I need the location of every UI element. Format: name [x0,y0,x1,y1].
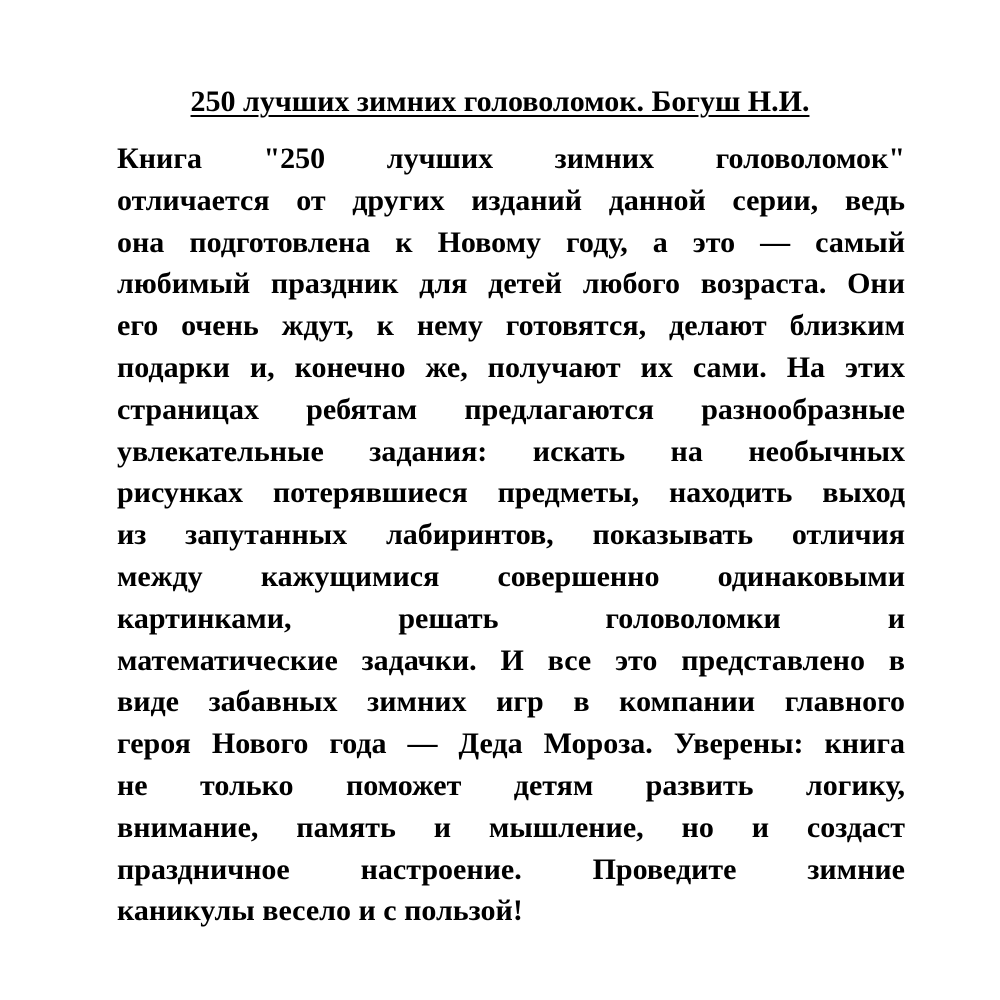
paragraph-line: отличается от других изданий данной серии, ведь [117,183,905,217]
paragraph-line: между кажущимися совершенно одинаковыми [117,559,905,593]
paragraph-line: каникулы весело и с пользой! [117,894,523,928]
paragraph-line: героя Нового года — Деда Мороза. Уверены: книга [117,727,905,761]
paragraph-line: из запутанных лабиринтов, показывать отличия [117,518,905,552]
paragraph-line: праздничное настроение. Проведите зимние [117,852,905,886]
document-title: 250 лучших зимних головоломок. Богуш Н.И. [190,85,810,118]
paragraph-line: виде забавных зимних игр в компании главного [117,685,905,719]
description-paragraph [117,138,905,932]
paragraph-line: картинками, решать головоломки и [117,601,905,635]
paragraph-line: математические задачки. И все это представлено в [117,643,905,677]
paragraph-line: увлекательные задания: искать на необычных [117,434,905,468]
paragraph-line: подарки и, конечно же, получают их сами. На этих [117,350,905,384]
paragraph-line: рисунках потерявшиеся предметы, находить выход [117,476,905,510]
paragraph-line: страницах ребятам предлагаются разнообразные [117,392,905,426]
paragraph-line: любимый праздник для детей любого возраста. Они [117,267,905,301]
paragraph-line: не только поможет детям развить логику, [117,768,905,802]
paragraph-line: она подготовлена к Новому году, а это — самый [117,225,905,259]
paragraph-line: Книга "250 лучших зимних головоломок" [117,142,905,175]
paragraph-line: внимание, память и мышление, но и создаст [117,810,905,844]
paragraph-line: его очень ждут, к нему готовятся, делают близким [117,309,905,343]
